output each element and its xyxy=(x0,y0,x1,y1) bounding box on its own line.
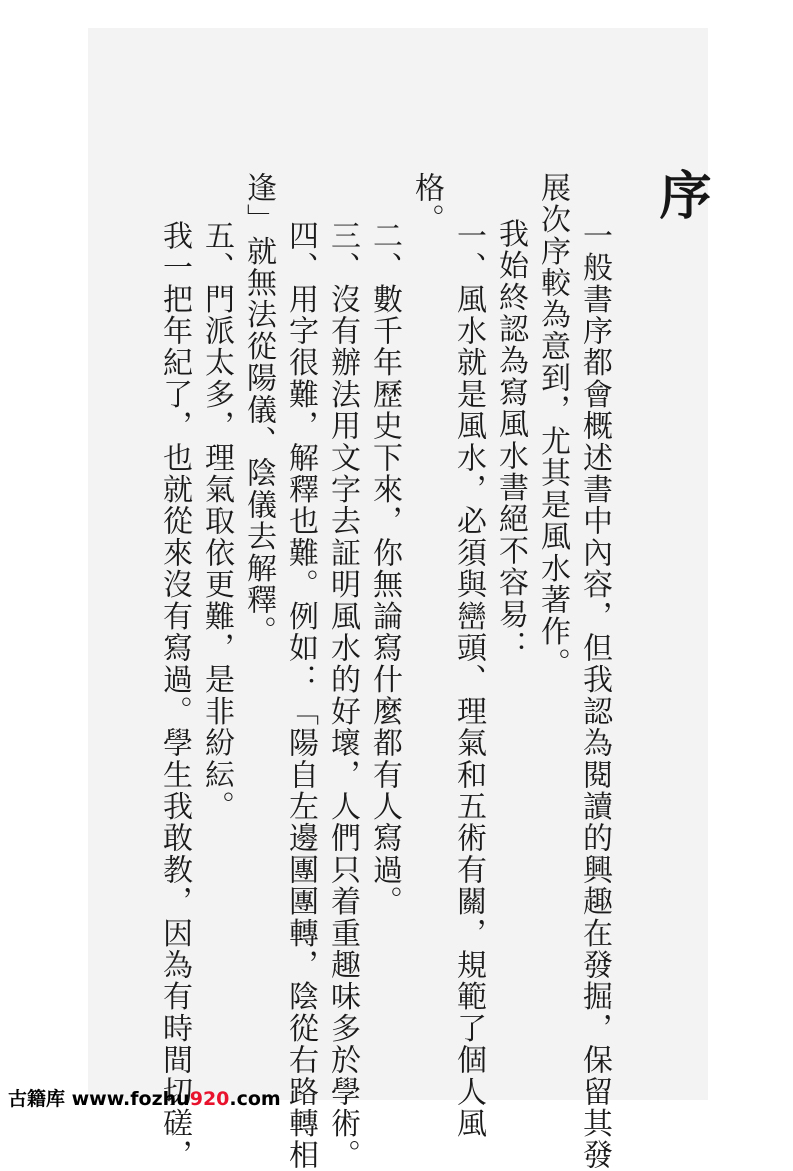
site-watermark xyxy=(8,1090,281,1109)
text-column-3: 我始終認為寫風水書絕不容易： xyxy=(493,218,528,662)
watermark-number: 920 xyxy=(189,1088,230,1110)
page-title: 序 xyxy=(650,168,711,220)
watermark-suffix: .com xyxy=(229,1088,281,1110)
text-column-2: 展次序較為意到，尤其是風水著作。 xyxy=(535,172,570,680)
text-column-11: 我一把年紀了，也就從來沒有寫過。學生我敢教，因為有時間切磋， xyxy=(157,220,192,1171)
text-column-4: 一、風水就是風水，必須與巒頭、理氣和五術有關，規範了個人風 xyxy=(451,220,486,1140)
text-column-5: 格。 xyxy=(409,172,444,236)
text-column-6: 二、數千年歷史下來，你無論寫什麼都有人寫過。 xyxy=(367,220,402,918)
text-column-8: 四、用字很難，解釋也難。例如：「陽自左邊團團轉，陰從右路轉相 xyxy=(283,220,318,1171)
text-column-9: 逢」就無法從陽儀、陰儀去解釋。 xyxy=(241,172,276,648)
text-column-7: 三、沒有辦法用文字去証明風水的好壞，人們只着重趣味多於學術。 xyxy=(325,220,360,1171)
watermark-brand: 古籍库 www.fozhu xyxy=(8,1088,190,1110)
text-column-10: 五、門派太多，理氣取依更難，是非紛紜。 xyxy=(199,220,234,823)
text-column-1: 一般書序都會概述書中內容，但我認為閱讀的興趣在發掘，保留其發 xyxy=(577,220,612,1171)
